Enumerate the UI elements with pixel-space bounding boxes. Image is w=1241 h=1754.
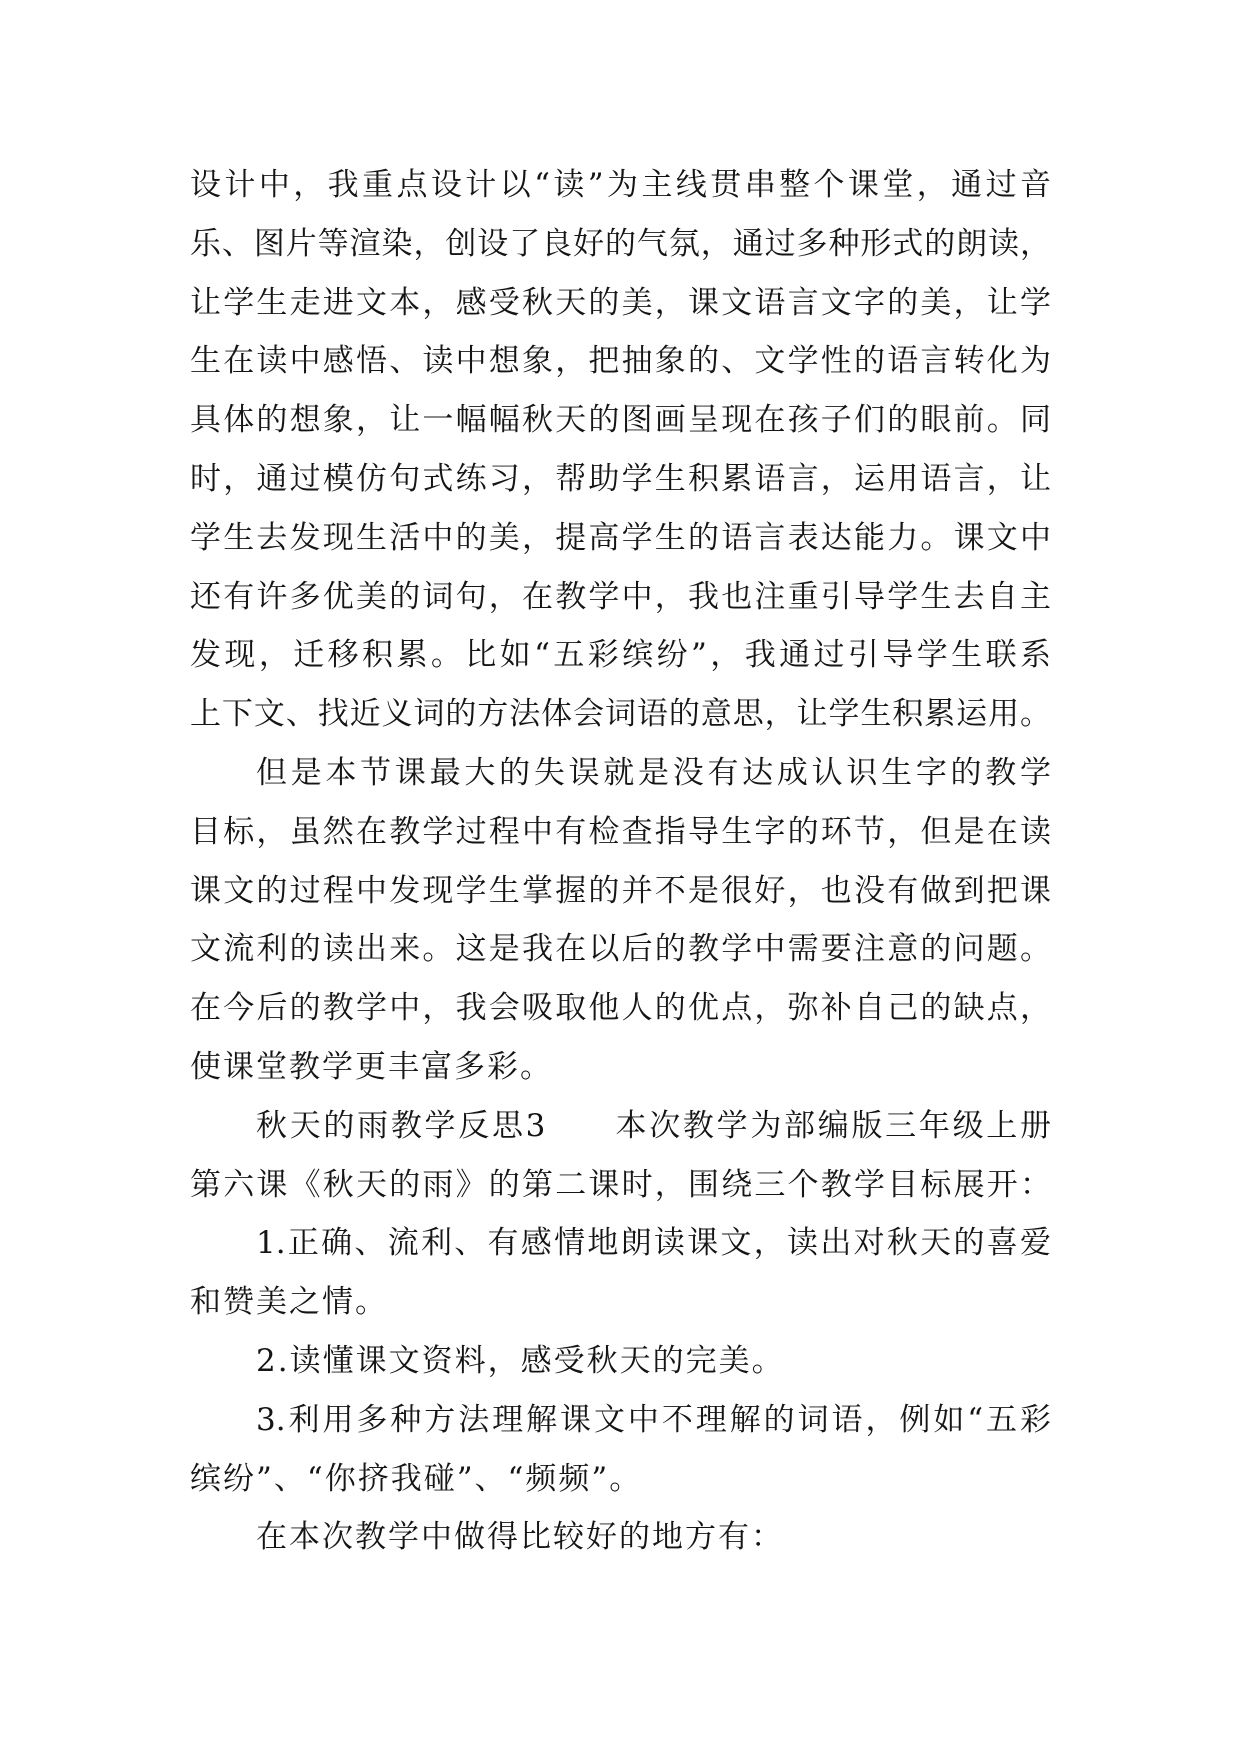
text-line: 时，通过模仿句式练习，帮助学生积累语言，运用语言，让 — [190, 460, 1051, 497]
text-line: 课文的过程中发现学生掌握的并不是很好，也没有做到把课 — [190, 872, 1051, 909]
text-line: 让学生走进文本，感受秋天的美，课文语言文字的美，让学 — [190, 284, 1051, 321]
text-line: 目标，虽然在教学过程中有检查指导生字的环节，但是在读 — [190, 813, 1051, 850]
paragraph — [190, 156, 1051, 744]
section-heading-line: 秋天的雨教学反思3 本次教学为部编版三年级上册 — [256, 1107, 1051, 1144]
text-line: 还有许多优美的词句，在教学中，我也注重引导学生去自主 — [190, 578, 1051, 615]
text-line: 生在读中感悟、读中想象，把抽象的、文学性的语言转化为 — [190, 343, 1051, 380]
text-line: 乐、图片等渲染，创设了良好的气氛，通过多种形式的朗读， — [190, 225, 1051, 262]
text-line: 发现，迁移积累。比如“五彩缤纷”，我通过引导学生联系 — [190, 637, 1051, 674]
text-line: 缤纷”、“你挤我碰”、“频频”。 — [190, 1460, 643, 1497]
text-line: 学生去发现生活中的美，提高学生的语言表达能力。课文中 — [190, 519, 1051, 556]
text-line: 使课堂教学更丰富多彩。 — [190, 1048, 553, 1085]
text-line: 3.利用多种方法理解课文中不理解的词语，例如“五彩 — [256, 1401, 1051, 1438]
paragraph — [190, 1508, 1051, 1567]
list-item — [190, 1214, 1051, 1332]
text-line: 具体的想象，让一幅幅秋天的图画呈现在孩子们的眼前。同 — [190, 402, 1051, 439]
text-line: 第六课《秋天的雨》的第二课时，围绕三个教学目标展开： — [190, 1166, 1051, 1203]
list-item — [190, 1391, 1051, 1509]
text-line: 在本次教学中做得比较好的地方有： — [256, 1519, 784, 1556]
text-line: 在今后的教学中，我会吸取他人的优点，弥补自己的缺点， — [190, 990, 1051, 1027]
document-body — [190, 156, 1051, 1567]
text-line: 文流利的读出来。这是我在以后的教学中需要注意的问题。 — [190, 931, 1051, 968]
text-line: 设计中，我重点设计以“读”为主线贯串整个课堂，通过音 — [190, 167, 1051, 203]
text-line: 上下文、找近义词的方法体会词语的意思，让学生积累运用。 — [190, 696, 1051, 733]
paragraph — [190, 744, 1051, 1097]
text-line: 但是本节课最大的失误就是没有达成认识生字的教学 — [256, 754, 1051, 791]
paragraph — [190, 1097, 1051, 1215]
text-line: 2.读懂课文资料，感受秋天的完美。 — [256, 1342, 785, 1379]
text-line: 和赞美之情。 — [190, 1284, 388, 1321]
text-line: 1.正确、流利、有感情地朗读课文，读出对秋天的喜爱 — [256, 1225, 1051, 1262]
list-item — [190, 1332, 1051, 1391]
